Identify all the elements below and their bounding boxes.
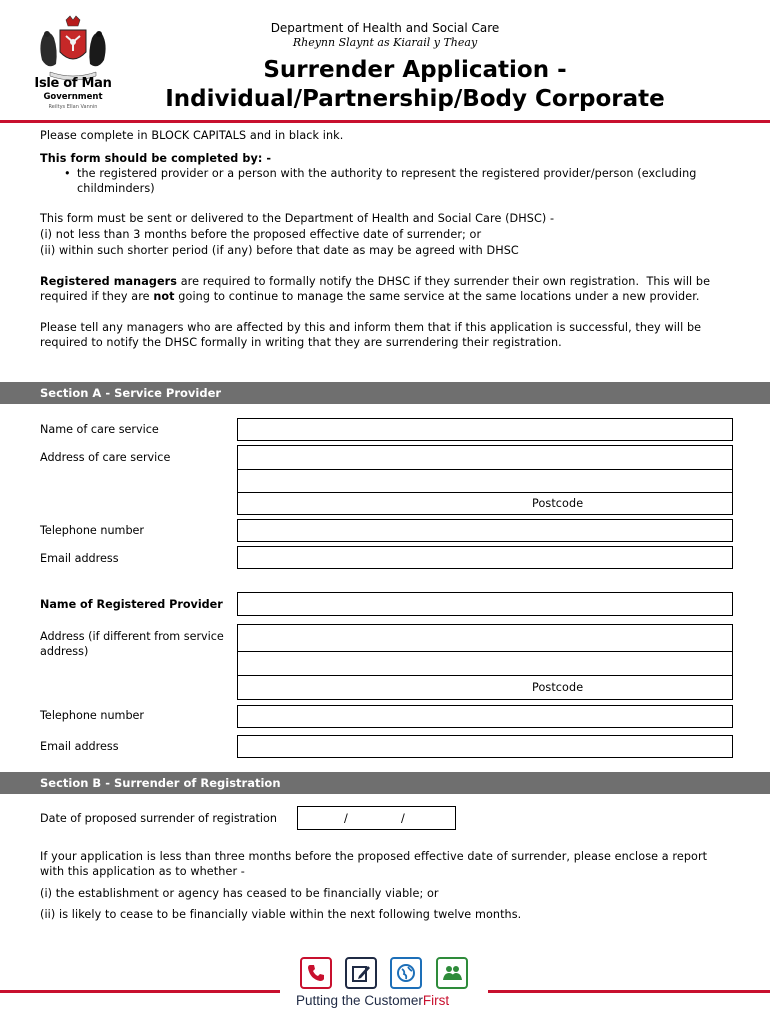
provider-address-field[interactable] xyxy=(237,624,733,700)
department-name: Department of Health and Social Care xyxy=(270,21,500,35)
managers-line2-pre: required if they are xyxy=(40,290,154,303)
telephone-label: Telephone number xyxy=(40,524,145,537)
block-capitals-instruction: Please complete in BLOCK CAPITALS and in black ink. xyxy=(40,129,344,142)
completed-by-bullet-line2: childminders) xyxy=(77,182,155,195)
managers-paragraph-line2 xyxy=(40,289,700,304)
address-of-care-service-label: Address of care service xyxy=(40,451,171,464)
footer-line-right xyxy=(488,990,770,993)
email-field[interactable] xyxy=(237,546,733,569)
condition-i: (i) the establishment or agency has ceased to be financially viable; or xyxy=(40,887,439,900)
provider-telephone-label: Telephone number xyxy=(40,709,145,722)
header-divider xyxy=(0,120,770,123)
bullet-dot: • xyxy=(64,167,71,180)
people-icon xyxy=(436,957,468,989)
tell-line2: required to notify the DHSC formally in writing that they are surrendering their registration. xyxy=(40,336,562,349)
footer-line-left xyxy=(0,990,280,993)
name-of-care-service-label: Name of care service xyxy=(40,423,159,436)
provider-address-label-line1: Address (if different from service xyxy=(40,630,224,643)
surrender-date-field[interactable] xyxy=(297,806,456,830)
managers-paragraph-line1 xyxy=(40,274,710,289)
postcode-label: Postcode xyxy=(532,497,584,510)
sent-line3: (ii) within such shorter period (if any) before that date as may be agreed with DHSC xyxy=(40,244,519,257)
globe-icon xyxy=(390,957,422,989)
government-logo xyxy=(30,14,116,114)
provider-address-label-line2: address) xyxy=(40,645,89,658)
managers-not: not xyxy=(153,290,175,303)
managers-bold: Registered managers xyxy=(40,275,178,288)
provider-email-label: Email address xyxy=(40,740,119,753)
edit-icon xyxy=(345,957,377,989)
sent-line2: (i) not less than 3 months before the proposed effective date of surrender; or xyxy=(40,228,482,241)
department-name-manx: Rheynn Slaynt as Kiarail y Theay xyxy=(292,36,478,49)
address-line-divider xyxy=(238,675,732,676)
completed-by-heading: This form should be completed by: - xyxy=(40,152,272,165)
page-title-line2: Individual/Partnership/Body Corporate xyxy=(165,86,665,112)
condition-ii: (ii) is likely to cease to be financially viable within the next following twelve months. xyxy=(40,908,522,921)
provider-telephone-field[interactable] xyxy=(237,705,733,728)
registered-provider-label: Name of Registered Provider xyxy=(40,598,223,611)
provider-email-field[interactable] xyxy=(237,735,733,758)
logo-subtitle: Government xyxy=(43,92,103,102)
logo-wordmark: Isle of Man xyxy=(34,76,112,91)
section-b-heading: Section B - Surrender of Registration xyxy=(0,772,770,794)
sent-line1: This form must be sent or delivered to the Department of Health and Social Care (DHSC) - xyxy=(40,212,555,225)
address-line-divider xyxy=(238,469,732,470)
name-of-care-service-field[interactable] xyxy=(237,418,733,441)
email-label: Email address xyxy=(40,552,119,565)
slogan-part-c: First xyxy=(422,993,450,1008)
managers-rest: are required to formally notify the DHSC if they surrender their own registration. This will be xyxy=(177,275,711,288)
slogan-part-a: Putting the xyxy=(296,993,365,1008)
tell-line1: Please tell any managers who are affected by this and inform them that if this application is successful, they will be xyxy=(40,321,702,334)
address-line-divider xyxy=(238,651,732,652)
page-title-line1: Surrender Application - xyxy=(263,57,567,83)
coat-of-arms-icon xyxy=(30,14,116,84)
slogan-part-b: Customer xyxy=(364,993,423,1008)
managers-line2-post: going to continue to manage the same service at the same locations under a new provider. xyxy=(174,290,700,303)
postcode-label: Postcode xyxy=(532,681,584,694)
date-separator: / xyxy=(344,812,348,825)
report-line2: with this application as to whether - xyxy=(40,865,245,878)
logo-tagline: Reiltys Ellan Vannin xyxy=(48,104,98,110)
surrender-date-label: Date of proposed surrender of registration xyxy=(40,812,277,825)
address-line-divider xyxy=(238,492,732,493)
footer-slogan xyxy=(296,993,449,1008)
care-service-address-field[interactable] xyxy=(237,445,733,515)
date-separator: / xyxy=(401,812,405,825)
section-a-heading: Section A - Service Provider xyxy=(0,382,770,404)
phone-icon xyxy=(300,957,332,989)
registered-provider-field[interactable] xyxy=(237,592,733,616)
completed-by-bullet-line1: the registered provider or a person with the authority to represent the registered provider/person (excluding xyxy=(77,167,697,180)
report-line1: If your application is less than three months before the proposed effective date of surrender, please enclose a report xyxy=(40,850,708,863)
telephone-field[interactable] xyxy=(237,519,733,542)
